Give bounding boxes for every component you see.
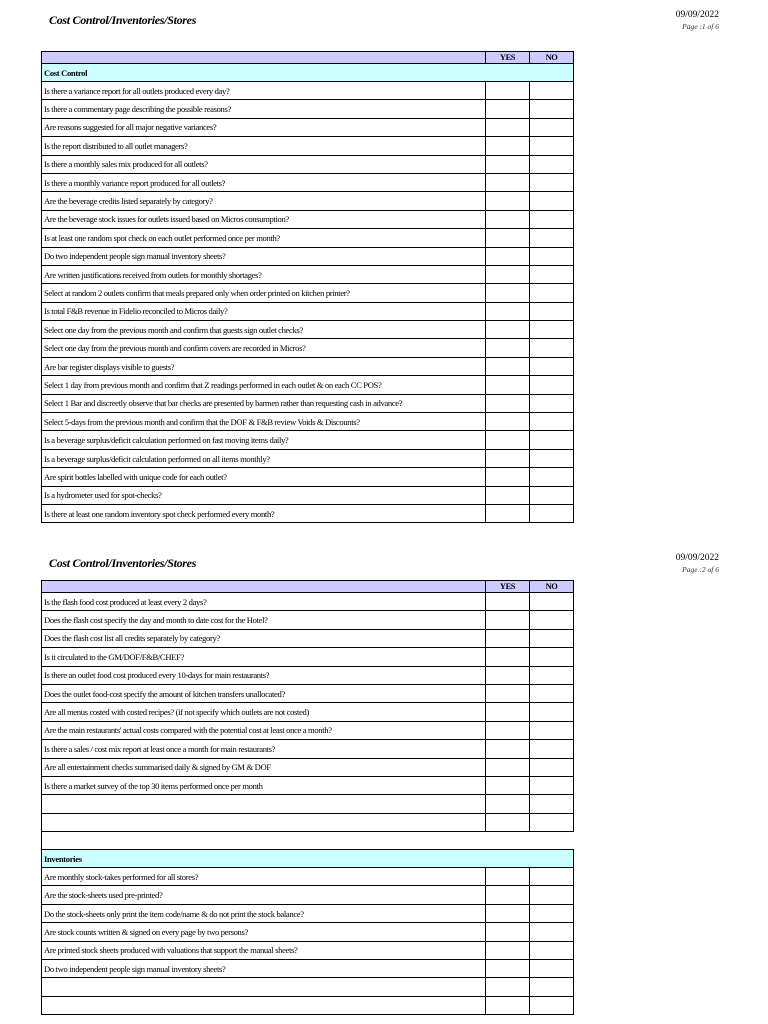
no-answer-cell[interactable] — [530, 758, 574, 776]
yes-answer-cell[interactable] — [486, 629, 530, 647]
no-answer-cell[interactable] — [530, 740, 574, 758]
yes-answer-cell[interactable] — [486, 82, 530, 100]
no-answer-cell[interactable] — [530, 996, 574, 1014]
table-row — [42, 504, 574, 522]
no-answer-cell[interactable] — [530, 82, 574, 100]
table-row — [42, 813, 574, 831]
section-title: Cost Control — [42, 64, 574, 82]
question-cell: Is the report distributed to all outlet managers? — [42, 137, 486, 155]
table-row — [42, 648, 574, 666]
question-cell: Is a beverage surplus/deficit calculation performed on fast moving items daily? — [42, 431, 486, 449]
yes-answer-cell[interactable] — [486, 321, 530, 339]
yes-answer-cell[interactable] — [486, 192, 530, 210]
yes-answer-cell[interactable] — [486, 284, 530, 302]
yes-answer-cell[interactable] — [486, 449, 530, 467]
question-cell: Is there at least one random inventory spot check performed every month? — [42, 504, 486, 522]
no-answer-cell[interactable] — [530, 795, 574, 813]
question-cell: Are stock counts written & signed on every page by two persons? — [42, 923, 486, 941]
no-answer-cell[interactable] — [530, 629, 574, 647]
question-cell: Do two independent people sign manual inventory sheets? — [42, 247, 486, 265]
no-answer-cell[interactable] — [530, 100, 574, 118]
yes-answer-cell[interactable] — [486, 155, 530, 173]
table-row — [42, 923, 574, 941]
no-answer-cell[interactable] — [530, 413, 574, 431]
yes-column-header: YES — [486, 581, 530, 593]
table-row — [42, 593, 574, 611]
yes-answer-cell[interactable] — [486, 813, 530, 831]
yes-answer-cell[interactable] — [486, 923, 530, 941]
no-answer-cell[interactable] — [530, 904, 574, 922]
question-cell: Are the beverage credits listed separately by category? — [42, 192, 486, 210]
question-cell: Do two independent people sign manual inventory sheets? — [42, 960, 486, 978]
no-answer-cell[interactable] — [530, 247, 574, 265]
no-answer-cell[interactable] — [530, 229, 574, 247]
print-date: 09/09/2022 — [675, 10, 719, 20]
question-cell: Are monthly stock-takes performed for all stores? — [42, 868, 486, 886]
checklist-table — [41, 580, 574, 1015]
question-cell: Is there a variance report for all outlets produced every day? — [42, 82, 486, 100]
table-row — [42, 247, 574, 265]
no-answer-cell[interactable] — [530, 265, 574, 283]
question-cell: Is at least one random spot check on each outlet performed once per month? — [42, 229, 486, 247]
page-number: Page :2 of 6 — [682, 565, 719, 574]
question-cell: Are printed stock sheets produced with valuations that support the manual sheets? — [42, 941, 486, 959]
no-answer-cell[interactable] — [530, 486, 574, 504]
yes-answer-cell[interactable] — [486, 265, 530, 283]
table-row — [42, 758, 574, 776]
question-cell: Are all menus costed with costed recipes? (if not specify which outlets are not costed) — [42, 703, 486, 721]
question-cell — [42, 996, 486, 1014]
yes-answer-cell[interactable] — [486, 173, 530, 191]
table-row — [42, 339, 574, 357]
table-row — [42, 960, 574, 978]
table-row — [42, 978, 574, 996]
question-cell: Are written justifications received from outlets for monthly shortages? — [42, 265, 486, 283]
question-cell: Are spirit bottles labelled with unique code for each outlet? — [42, 468, 486, 486]
table-row — [42, 192, 574, 210]
no-answer-cell[interactable] — [530, 321, 574, 339]
yes-answer-cell[interactable] — [486, 468, 530, 486]
question-cell: Is there a monthly variance report produced for all outlets? — [42, 173, 486, 191]
no-answer-cell[interactable] — [530, 776, 574, 794]
no-column-header: NO — [530, 581, 574, 593]
yes-answer-cell[interactable] — [486, 721, 530, 739]
yes-answer-cell[interactable] — [486, 593, 530, 611]
table-row — [42, 684, 574, 702]
section-title: Inventories — [42, 850, 574, 868]
no-answer-cell[interactable] — [530, 376, 574, 394]
no-answer-cell[interactable] — [530, 155, 574, 173]
table-row — [42, 740, 574, 758]
no-answer-cell[interactable] — [530, 684, 574, 702]
question-cell: Does the outlet food-cost specify the amount of kitchen transfers unallocated? — [42, 684, 486, 702]
no-answer-cell[interactable] — [530, 868, 574, 886]
no-answer-cell[interactable] — [530, 284, 574, 302]
question-cell — [42, 813, 486, 831]
yes-answer-cell[interactable] — [486, 795, 530, 813]
question-column-header — [42, 52, 486, 64]
no-answer-cell[interactable] — [530, 339, 574, 357]
no-answer-cell[interactable] — [530, 192, 574, 210]
question-cell: Select 5-days from the previous month and confirm that the DOF & F&B review Voids & Discounts? — [42, 413, 486, 431]
table-row — [42, 137, 574, 155]
question-cell: Is there a sales / cost mix report at least once a month for main restaurants? — [42, 740, 486, 758]
no-answer-cell[interactable] — [530, 302, 574, 320]
no-answer-cell[interactable] — [530, 703, 574, 721]
no-answer-cell[interactable] — [530, 357, 574, 375]
table-row — [42, 868, 574, 886]
question-cell: Are the stock-sheets used pre-printed? — [42, 886, 486, 904]
table-row — [42, 611, 574, 629]
table-row — [42, 776, 574, 794]
document-title: Cost Control/Inventories/Stores — [49, 556, 197, 570]
yes-answer-cell[interactable] — [486, 137, 530, 155]
yes-answer-cell[interactable] — [486, 941, 530, 959]
no-answer-cell[interactable] — [530, 886, 574, 904]
yes-answer-cell[interactable] — [486, 758, 530, 776]
question-cell: Is there an outlet food cost produced every 10-days for main restaurants? — [42, 666, 486, 684]
spacer-cell — [42, 832, 486, 850]
yes-answer-cell[interactable] — [486, 376, 530, 394]
yes-answer-cell[interactable] — [486, 118, 530, 136]
question-cell: Select 1 day from previous month and confirm that Z readings performed in each outlet & on each CC POS? — [42, 376, 486, 394]
question-cell: Does the flash cost list all credits separately by category? — [42, 629, 486, 647]
yes-answer-cell[interactable] — [486, 486, 530, 504]
table-row — [42, 904, 574, 922]
no-answer-cell[interactable] — [530, 978, 574, 996]
table-row — [42, 703, 574, 721]
table-row — [42, 394, 574, 412]
no-answer-cell[interactable] — [530, 394, 574, 412]
yes-answer-cell[interactable] — [486, 960, 530, 978]
yes-column-header: YES — [486, 52, 530, 64]
yes-answer-cell[interactable] — [486, 886, 530, 904]
question-cell: Is there a commentary page describing the possible reasons? — [42, 100, 486, 118]
yes-answer-cell[interactable] — [486, 394, 530, 412]
table-row — [42, 449, 574, 467]
question-cell: Is it circulated to the GM/DOF/F&B/CHEF? — [42, 648, 486, 666]
table-row — [42, 376, 574, 394]
no-answer-cell[interactable] — [530, 813, 574, 831]
table-row — [42, 155, 574, 173]
no-answer-cell[interactable] — [530, 721, 574, 739]
no-answer-cell[interactable] — [530, 666, 574, 684]
table-row — [42, 996, 574, 1014]
yes-answer-cell[interactable] — [486, 413, 530, 431]
yes-answer-cell[interactable] — [486, 357, 530, 375]
table-row — [42, 941, 574, 959]
table-row — [42, 100, 574, 118]
no-answer-cell[interactable] — [530, 137, 574, 155]
no-answer-cell[interactable] — [530, 431, 574, 449]
table-row — [42, 666, 574, 684]
table-row — [42, 629, 574, 647]
no-answer-cell[interactable] — [530, 118, 574, 136]
no-column-header: NO — [530, 52, 574, 64]
yes-answer-cell[interactable] — [486, 648, 530, 666]
table-row — [42, 721, 574, 739]
table-row — [42, 468, 574, 486]
question-cell: Select at random 2 outlets confirm that meals prepared only when order printed on kitchen printer? — [42, 284, 486, 302]
table-row — [42, 357, 574, 375]
spacer-cell — [530, 832, 574, 850]
table-row — [42, 302, 574, 320]
yes-answer-cell[interactable] — [486, 904, 530, 922]
question-cell: Is total F&B revenue in Fidelio reconciled to Micros daily? — [42, 302, 486, 320]
yes-answer-cell[interactable] — [486, 684, 530, 702]
page-number: Page :1 of 6 — [682, 22, 719, 31]
yes-answer-cell[interactable] — [486, 996, 530, 1014]
no-answer-cell[interactable] — [530, 210, 574, 228]
yes-answer-cell[interactable] — [486, 504, 530, 522]
document-title: Cost Control/Inventories/Stores — [49, 13, 197, 27]
yes-answer-cell[interactable] — [486, 868, 530, 886]
section-row — [42, 850, 574, 868]
question-cell: Does the flash cost specify the day and month to date cost for the Hotel? — [42, 611, 486, 629]
question-cell: Are bar register displays visible to guests? — [42, 357, 486, 375]
question-cell: Select one day from the previous month and confirm covers are recorded in Micros? — [42, 339, 486, 357]
question-cell: Is there a market survey of the top 30 items performed once per month — [42, 776, 486, 794]
section-row — [42, 64, 574, 82]
table-header-row — [42, 52, 574, 64]
question-cell: Do the stock-sheets only print the item code/name & do not print the stock balance? — [42, 904, 486, 922]
question-cell: Are the beverage stock issues for outlets issued based on Micros consumption? — [42, 210, 486, 228]
no-answer-cell[interactable] — [530, 941, 574, 959]
yes-answer-cell[interactable] — [486, 100, 530, 118]
spacer-cell — [486, 832, 530, 850]
no-answer-cell[interactable] — [530, 593, 574, 611]
question-cell: Is there a monthly sales mix produced for all outlets? — [42, 155, 486, 173]
no-answer-cell[interactable] — [530, 648, 574, 666]
question-cell: Is the flash food cost produced at least every 2 days? — [42, 593, 486, 611]
yes-answer-cell[interactable] — [486, 666, 530, 684]
yes-answer-cell[interactable] — [486, 431, 530, 449]
question-cell — [42, 978, 486, 996]
table-row — [42, 795, 574, 813]
no-answer-cell[interactable] — [530, 960, 574, 978]
yes-answer-cell[interactable] — [486, 776, 530, 794]
question-cell: Are the main restaurants' actual costs compared with the potential cost at least once a month? — [42, 721, 486, 739]
yes-answer-cell[interactable] — [486, 611, 530, 629]
table-row — [42, 210, 574, 228]
print-date: 09/09/2022 — [675, 553, 719, 563]
spacer-row — [42, 832, 574, 850]
yes-answer-cell[interactable] — [486, 247, 530, 265]
table-row — [42, 431, 574, 449]
no-answer-cell[interactable] — [530, 504, 574, 522]
question-cell: Is a hydrometer used for spot-checks? — [42, 486, 486, 504]
table-row — [42, 265, 574, 283]
table-row — [42, 118, 574, 136]
yes-answer-cell[interactable] — [486, 740, 530, 758]
no-answer-cell[interactable] — [530, 611, 574, 629]
question-cell: Are all entertainment checks summarised daily & signed by GM & DOF — [42, 758, 486, 776]
question-cell: Select one day from the previous month and confirm that guests sign outlet checks? — [42, 321, 486, 339]
yes-answer-cell[interactable] — [486, 210, 530, 228]
table-row — [42, 229, 574, 247]
no-answer-cell[interactable] — [530, 449, 574, 467]
no-answer-cell[interactable] — [530, 173, 574, 191]
question-column-header — [42, 581, 486, 593]
checklist-table — [41, 51, 574, 523]
table-row — [42, 82, 574, 100]
question-cell — [42, 795, 486, 813]
yes-answer-cell[interactable] — [486, 302, 530, 320]
question-cell: Is a beverage surplus/deficit calculation performed on all items monthly? — [42, 449, 486, 467]
yes-answer-cell[interactable] — [486, 703, 530, 721]
table-row — [42, 886, 574, 904]
question-cell: Select 1 Bar and discreetly observe that bar checks are presented by barmen rather than requesting cash in advance? — [42, 394, 486, 412]
yes-answer-cell[interactable] — [486, 229, 530, 247]
yes-answer-cell[interactable] — [486, 339, 530, 357]
question-cell: Are reasons suggested for all major negative variances? — [42, 118, 486, 136]
table-row — [42, 413, 574, 431]
no-answer-cell[interactable] — [530, 923, 574, 941]
table-row — [42, 284, 574, 302]
yes-answer-cell[interactable] — [486, 978, 530, 996]
table-row — [42, 173, 574, 191]
table-row — [42, 486, 574, 504]
table-row — [42, 321, 574, 339]
page-2 — [0, 543, 768, 1024]
table-header-row — [42, 581, 574, 593]
no-answer-cell[interactable] — [530, 468, 574, 486]
